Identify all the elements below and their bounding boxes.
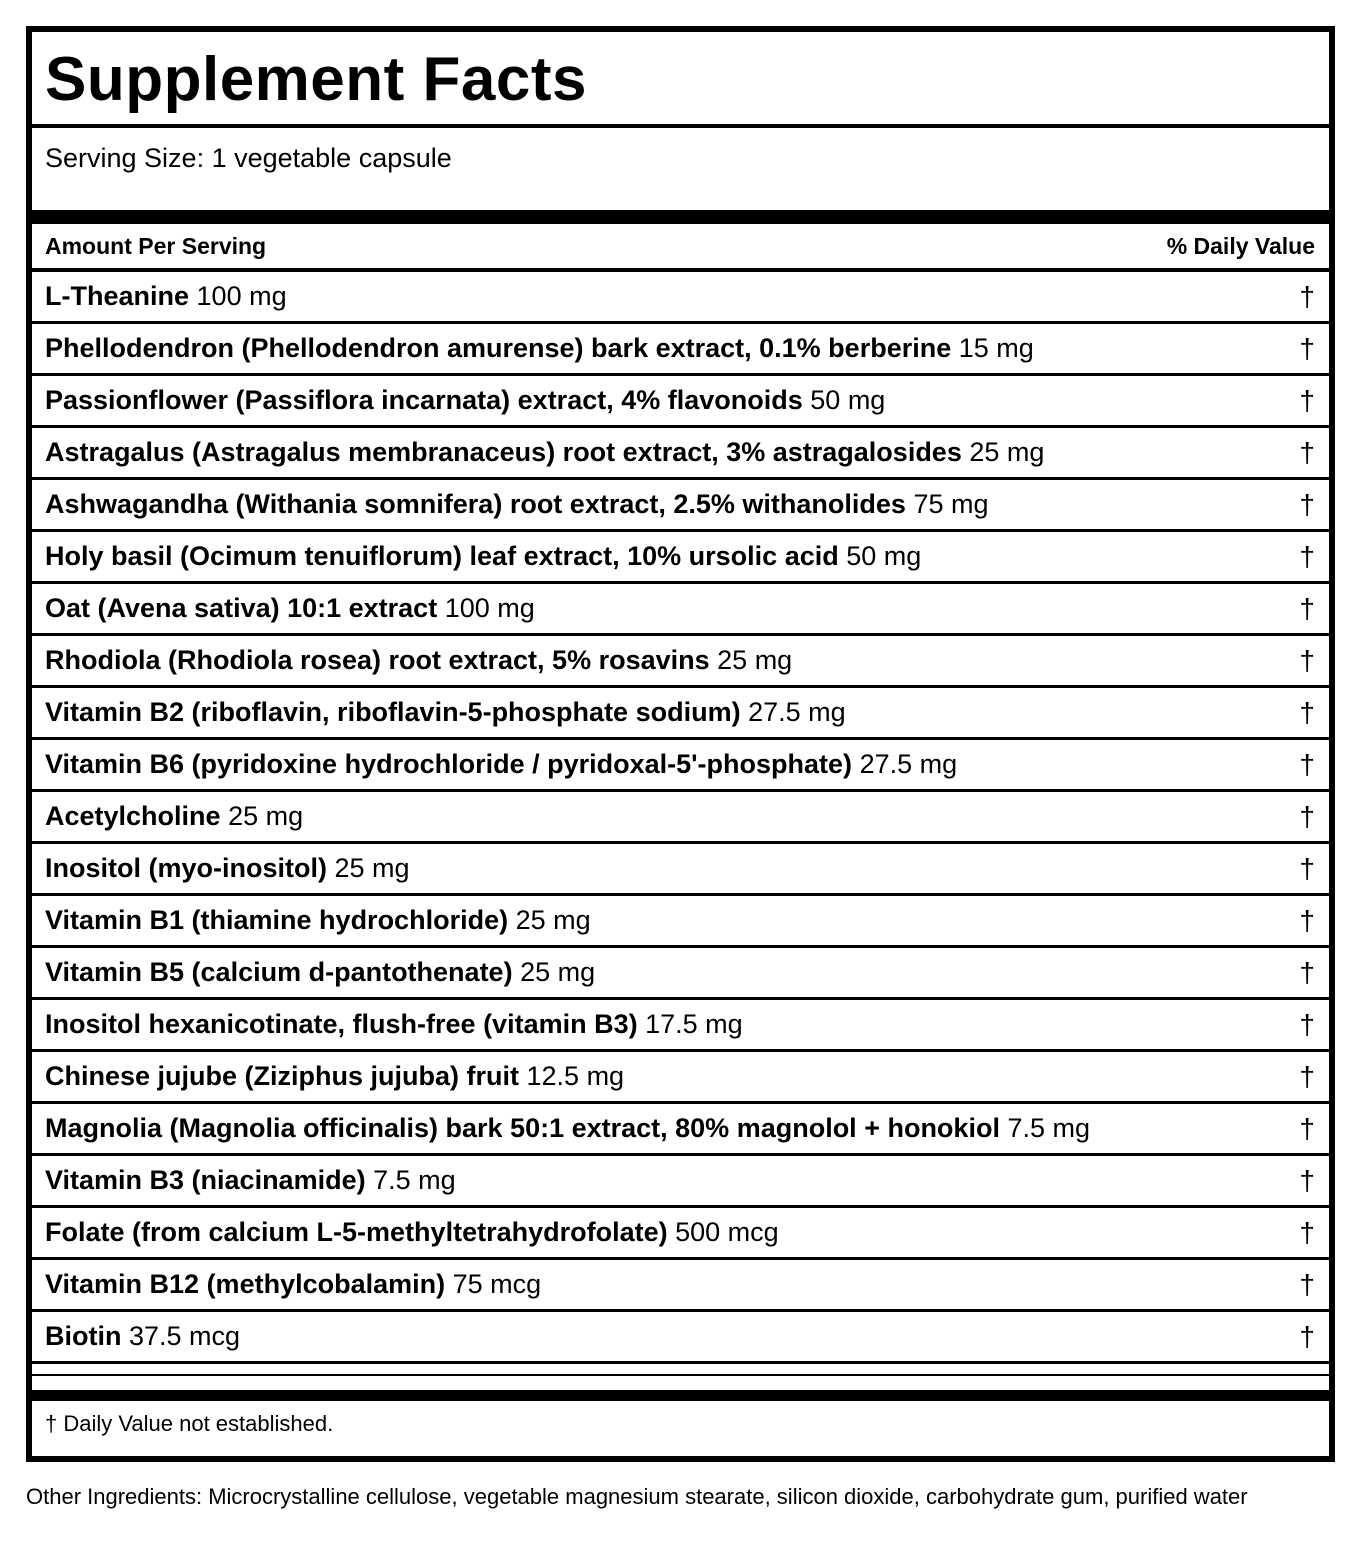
daily-value-dagger: †: [1299, 384, 1315, 416]
amount-per-serving-header: Amount Per Serving: [45, 232, 267, 259]
ingredient-amount: 100 mg: [196, 281, 287, 311]
ingredient-amount: 37.5 mcg: [129, 1321, 241, 1351]
ingredient-name: Passionflower (Passiflora incarnata) extract, 4% flavonoids: [45, 385, 803, 415]
ingredient-text: [45, 1321, 240, 1352]
ingredient-text: [45, 541, 921, 572]
ingredient-name: Inositol hexanicotinate, flush-free (vitamin B3): [45, 1009, 638, 1039]
ingredient-text: [45, 1113, 1090, 1144]
ingredient-name: Ashwagandha (Withania somnifera) root extract, 2.5% withanolides: [45, 489, 906, 519]
ingredient-amount: 75 mg: [913, 489, 989, 519]
ingredient-amount: 50 mg: [846, 541, 922, 571]
ingredient-name: Chinese jujube (Ziziphus jujuba) fruit: [45, 1061, 519, 1091]
daily-value-dagger: †: [1299, 800, 1315, 832]
ingredient-name: L-Theanine: [45, 281, 190, 311]
ingredient-amount: 50 mg: [810, 385, 886, 415]
ingredient-row: [32, 1208, 1329, 1260]
ingredient-name: Vitamin B1 (thiamine hydrochloride): [45, 905, 509, 935]
ingredient-text: [45, 1217, 779, 1248]
ingredient-row: [32, 1104, 1329, 1156]
daily-value-dagger: †: [1299, 592, 1315, 624]
ingredient-row: [32, 428, 1329, 480]
ingredient-text: [45, 437, 1044, 468]
ingredient-name: Folate (from calcium L-5-methyltetrahydrofolate): [45, 1217, 668, 1247]
ingredient-row: [32, 740, 1329, 792]
ingredient-text: [45, 385, 885, 416]
daily-value-header: % Daily Value: [1166, 232, 1315, 259]
ingredient-amount: 7.5 mg: [1007, 1113, 1091, 1143]
ingredient-amount: 25 mg: [334, 853, 410, 883]
ingredient-list: [32, 272, 1329, 1364]
daily-value-dagger: †: [1299, 332, 1315, 364]
ingredient-name: Astragalus (Astragalus membranaceus) root extract, 3% astragalosides: [45, 437, 962, 467]
ingredient-row: [32, 584, 1329, 636]
ingredient-amount: 12.5 mg: [526, 1061, 625, 1091]
ingredient-name: Magnolia (Magnolia officinalis) bark 50:1 extract, 80% magnolol + honokiol: [45, 1113, 1000, 1143]
ingredient-row: [32, 1052, 1329, 1104]
end-rule: [32, 1374, 1329, 1401]
daily-value-dagger: †: [1299, 280, 1315, 312]
title-row: [32, 32, 1329, 128]
ingredient-amount: 17.5 mg: [645, 1009, 743, 1039]
daily-value-dagger: †: [1299, 1008, 1315, 1040]
ingredient-name: Phellodendron (Phellodendron amurense) bark extract, 0.1% berberine: [45, 333, 952, 363]
daily-value-dagger: †: [1299, 436, 1315, 468]
ingredient-row: [32, 480, 1329, 532]
ingredient-text: [45, 1269, 541, 1300]
daily-value-dagger: †: [1299, 1060, 1315, 1092]
column-header-row: [32, 224, 1329, 272]
ingredient-row: [32, 792, 1329, 844]
ingredient-text: [45, 749, 957, 780]
ingredient-name: Acetylcholine: [45, 801, 221, 831]
ingredient-amount: 27.5 mg: [859, 749, 958, 779]
daily-value-dagger: †: [1299, 488, 1315, 520]
ingredient-amount: 25 mg: [515, 905, 591, 935]
ingredient-name: Vitamin B2 (riboflavin, riboflavin-5-phosphate sodium): [45, 697, 741, 727]
ingredient-name: Biotin: [45, 1321, 122, 1351]
ingredient-name: Vitamin B3 (niacinamide): [45, 1165, 366, 1195]
ingredient-row: [32, 948, 1329, 1000]
ingredient-row: [32, 1000, 1329, 1052]
ingredient-text: [45, 905, 591, 936]
ingredient-amount: 25 mg: [520, 957, 596, 987]
daily-value-dagger: †: [1299, 540, 1315, 572]
daily-value-dagger: †: [1299, 1164, 1315, 1196]
ingredient-text: [45, 1061, 624, 1092]
ingredient-text: [45, 281, 287, 312]
ingredient-row: [32, 636, 1329, 688]
daily-value-dagger: †: [1299, 1112, 1315, 1144]
ingredient-row: [32, 688, 1329, 740]
ingredient-amount: 500 mcg: [675, 1217, 779, 1247]
daily-value-dagger: †: [1299, 852, 1315, 884]
ingredient-name: Inositol (myo-inositol): [45, 853, 327, 883]
ingredient-text: [45, 593, 535, 624]
ingredient-text: [45, 333, 1034, 364]
ingredient-row: [32, 324, 1329, 376]
ingredient-amount: 27.5 mg: [748, 697, 846, 727]
ingredient-row: [32, 532, 1329, 584]
serving-size: Serving Size: 1 vegetable capsule: [45, 143, 452, 173]
ingredient-name: Vitamin B6 (pyridoxine hydrochloride / pyridoxal-5'-phosphate): [45, 749, 853, 779]
ingredient-text: [45, 645, 792, 676]
ingredient-row: [32, 272, 1329, 324]
ingredient-row: [32, 376, 1329, 428]
ingredient-row: [32, 844, 1329, 896]
ingredient-amount: 100 mg: [444, 593, 535, 623]
ingredient-text: [45, 801, 303, 832]
ingredient-name: Rhodiola (Rhodiola rosea) root extract, 5% rosavins: [45, 645, 710, 675]
daily-value-dagger: †: [1299, 1268, 1315, 1300]
ingredient-text: [45, 697, 846, 728]
ingredient-name: Vitamin B5 (calcium d-pantothenate): [45, 957, 513, 987]
daily-value-dagger: †: [1299, 1216, 1315, 1248]
ingredient-row: [32, 1312, 1329, 1364]
ingredient-amount: 25 mg: [228, 801, 304, 831]
ingredient-amount: 25 mg: [969, 437, 1045, 467]
supplement-facts-panel: [26, 26, 1335, 1462]
ingredient-name: Holy basil (Ocimum tenuiflorum) leaf extract, 10% ursolic acid: [45, 541, 839, 571]
footnote: † Daily Value not established.: [45, 1411, 334, 1436]
daily-value-dagger: †: [1299, 696, 1315, 728]
daily-value-dagger: †: [1299, 904, 1315, 936]
ingredient-amount: 15 mg: [958, 333, 1034, 363]
ingredient-text: [45, 489, 988, 520]
panel-title: Supplement Facts: [45, 45, 587, 114]
daily-value-dagger: †: [1299, 956, 1315, 988]
ingredient-row: [32, 1156, 1329, 1208]
ingredient-amount: 25 mg: [717, 645, 793, 675]
ingredient-text: [45, 957, 595, 988]
ingredient-row: [32, 1260, 1329, 1312]
ingredient-text: [45, 1165, 456, 1196]
other-ingredients: Other Ingredients: Microcrystalline cellulose, vegetable magnesium stearate, silicon dioxide, carbohydrate gum, purified water: [26, 1484, 1248, 1509]
daily-value-dagger: †: [1299, 748, 1315, 780]
ingredient-amount: 7.5 mg: [373, 1165, 456, 1195]
ingredient-amount: 75 mcg: [452, 1269, 542, 1299]
daily-value-dagger: †: [1299, 1320, 1315, 1352]
ingredient-name: Oat (Avena sativa) 10:1 extract: [45, 593, 438, 623]
daily-value-dagger: †: [1299, 644, 1315, 676]
ingredient-text: [45, 853, 410, 884]
ingredient-row: [32, 896, 1329, 948]
ingredient-text: [45, 1009, 743, 1040]
serving-row: [32, 128, 1329, 224]
ingredient-name: Vitamin B12 (methylcobalamin): [45, 1269, 446, 1299]
